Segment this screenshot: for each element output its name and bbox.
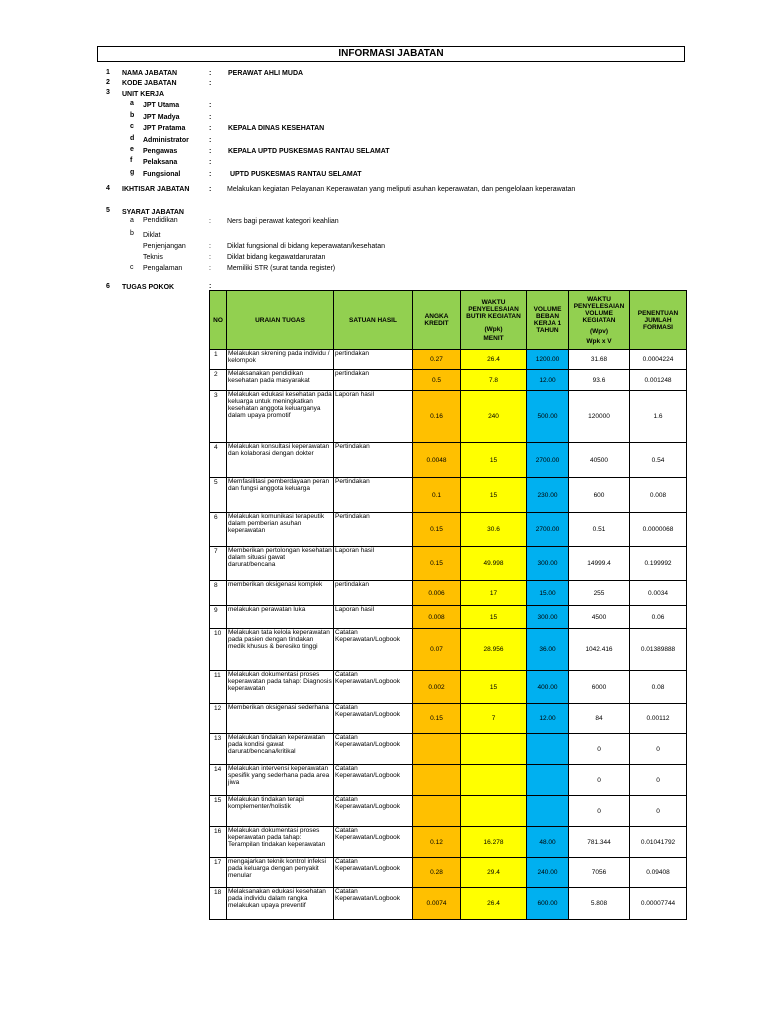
row-satuan: Pertindakan: [334, 513, 413, 547]
row-volume: 2700.00: [527, 513, 569, 547]
item-number-5: 5: [106, 207, 110, 214]
row-formasi: 0: [630, 765, 687, 796]
unit-letter: d: [130, 135, 135, 142]
row-waktu: 7.8: [461, 370, 527, 391]
row-uraian: Memberikan pertolongan kesehatan dalam situasi gawat darurat/bencana: [227, 547, 334, 581]
row-angka-kredit: 0.15: [413, 513, 461, 547]
row-no: 12: [210, 704, 227, 734]
header-volume: VOLUME BEBAN KERJA 1 TAHUN: [527, 291, 569, 350]
row-wpv: 120000: [569, 391, 630, 443]
row-uraian: Melakukan dokumentasi proses keperawatan pada tahap: Diagnosis keperawatan: [227, 671, 334, 704]
item-number-2: 2: [106, 79, 110, 86]
colon: :: [209, 218, 211, 225]
table-body: [210, 350, 687, 920]
row-wpv: 7056: [569, 858, 630, 888]
unit-label: Fungsional: [143, 171, 181, 178]
row-waktu: [461, 796, 527, 827]
syarat-label: Diklat: [143, 232, 161, 239]
row-satuan: Catatan Keperawatan/Logbook: [334, 858, 413, 888]
row-waktu: 15: [461, 606, 527, 629]
row-formasi: 0.09408: [630, 858, 687, 888]
unit-value: KEPALA UPTD PUSKESMAS RANTAU SELAMAT: [228, 148, 390, 155]
row-angka-kredit: 0.12: [413, 827, 461, 858]
syarat-letter: b: [130, 230, 134, 237]
row-formasi: 0.01389888: [630, 629, 687, 671]
row-volume: 300.00: [527, 547, 569, 581]
unit-letter: b: [130, 112, 135, 119]
row-uraian: Melakukan intervensi keperawatan spesifik yang sederhana pada area jiwa: [227, 765, 334, 796]
row-uraian: Melakukan konsultasi keperawatan dan kolaborasi dengan dokter: [227, 443, 334, 478]
row-volume: 12.00: [527, 704, 569, 734]
table-row: [210, 827, 687, 858]
item-number-6: 6: [106, 283, 110, 290]
row-volume: [527, 734, 569, 765]
item-number-3: 3: [106, 89, 110, 96]
syarat-label: Penjenjangan: [143, 243, 186, 250]
unit-letter: g: [130, 169, 135, 176]
table-row: [210, 671, 687, 704]
row-formasi: 0.199992: [630, 547, 687, 581]
table-row: [210, 606, 687, 629]
row-uraian: Melaksanakan edukasi kesehatan pada individu dalam rangka melakukan upaya preventif: [227, 888, 334, 920]
kode-jabatan-label: KODE JABATAN: [122, 80, 177, 87]
row-volume: 36.00: [527, 629, 569, 671]
header-wpk: (Wpk): [484, 325, 503, 333]
row-no: 15: [210, 796, 227, 827]
header-penentuan-formasi: PENENTUAN JUMLAH FORMASI: [630, 291, 687, 350]
row-formasi: 0.00007744: [630, 888, 687, 920]
row-wpv: 4500: [569, 606, 630, 629]
header-menit: MENIT: [483, 334, 504, 342]
row-angka-kredit: 0.5: [413, 370, 461, 391]
colon: :: [209, 114, 212, 121]
unit-letter: a: [130, 100, 134, 107]
header-angka-kredit: ANGKA KREDIT: [413, 291, 461, 350]
row-satuan: Pertindakan: [334, 478, 413, 513]
row-no: 5: [210, 478, 227, 513]
row-formasi: 0.001248: [630, 370, 687, 391]
row-wpv: 5.808: [569, 888, 630, 920]
row-volume: 12.00: [527, 370, 569, 391]
row-waktu: 15: [461, 671, 527, 704]
row-volume: 2700.00: [527, 443, 569, 478]
row-waktu: 49.998: [461, 547, 527, 581]
row-no: 18: [210, 888, 227, 920]
header-wpv-text: WAKTU PENYELESAIAN VOLUME KEGIATAN: [573, 295, 625, 324]
syarat-letter: c: [130, 264, 134, 271]
row-no: 16: [210, 827, 227, 858]
table-header-row: [210, 291, 687, 350]
colon: :: [209, 137, 212, 144]
row-formasi: 0.08: [630, 671, 687, 704]
unit-label: JPT Utama: [143, 102, 180, 109]
row-waktu: 28.956: [461, 629, 527, 671]
unit-letter: c: [130, 123, 134, 130]
syarat-letter: a: [130, 217, 134, 224]
document-title: INFORMASI JABATAN: [97, 46, 685, 62]
row-no: 6: [210, 513, 227, 547]
unit-value: KEPALA DINAS KESEHATAN: [228, 125, 325, 132]
row-wpv: 31.68: [569, 350, 630, 370]
row-waktu: 15: [461, 478, 527, 513]
row-satuan: Laporan hasil: [334, 606, 413, 629]
colon: :: [209, 125, 212, 132]
row-satuan: Catatan Keperawatan/Logbook: [334, 734, 413, 765]
row-angka-kredit: 0.28: [413, 858, 461, 888]
row-uraian: Melakukan komunikasi terapeutik dalam pemberian asuhan keperawatan: [227, 513, 334, 547]
row-wpv: 0: [569, 734, 630, 765]
row-wpv: 0: [569, 765, 630, 796]
row-satuan: Catatan Keperawatan/Logbook: [334, 671, 413, 704]
row-no: 7: [210, 547, 227, 581]
unit-label: Pelaksana: [143, 159, 178, 166]
table-row: [210, 547, 687, 581]
row-wpv: 40500: [569, 443, 630, 478]
row-waktu: [461, 734, 527, 765]
colon: :: [209, 148, 212, 155]
header-waktu-penyelesaian: [461, 291, 527, 350]
row-angka-kredit: [413, 765, 461, 796]
header-waktu-volume: [569, 291, 630, 350]
row-satuan: Catatan Keperawatan/Logbook: [334, 629, 413, 671]
unit-kerja-label: UNIT KERJA: [122, 91, 165, 98]
syarat-value: Memiliki STR (surat tanda register): [227, 265, 336, 272]
row-waktu: 16.278: [461, 827, 527, 858]
row-wpv: 14999.4: [569, 547, 630, 581]
row-wpv: 781.344: [569, 827, 630, 858]
syarat-jabatan-label: SYARAT JABATAN: [122, 209, 184, 216]
row-no: 4: [210, 443, 227, 478]
row-waktu: 17: [461, 581, 527, 606]
table-row: [210, 478, 687, 513]
row-no: 9: [210, 606, 227, 629]
ikhtisar-jabatan-value: Melakukan kegiatan Pelayanan Keperawatan yang meliputi asuhan keperawatan, dan pengelolaan keperawatan: [227, 186, 576, 193]
unit-letter: f: [130, 157, 133, 164]
row-formasi: 0.06: [630, 606, 687, 629]
unit-label: Administrator: [143, 137, 189, 144]
row-angka-kredit: 0.0048: [413, 443, 461, 478]
colon: :: [209, 243, 211, 250]
colon: :: [209, 171, 212, 178]
row-volume: 240.00: [527, 858, 569, 888]
row-waktu: 240: [461, 391, 527, 443]
table-row: [210, 443, 687, 478]
syarat-label: Teknis: [143, 254, 163, 261]
row-volume: 15.00: [527, 581, 569, 606]
row-no: 2: [210, 370, 227, 391]
row-no: 13: [210, 734, 227, 765]
row-uraian: Melakukan tindakan keperawatan pada kondisi gawat darurat/bencana/kritikal: [227, 734, 334, 765]
row-wpv: 600: [569, 478, 630, 513]
row-volume: [527, 796, 569, 827]
table-row: [210, 796, 687, 827]
row-volume: 300.00: [527, 606, 569, 629]
row-no: 11: [210, 671, 227, 704]
colon: :: [209, 265, 211, 272]
row-satuan: pertindakan: [334, 581, 413, 606]
syarat-label: Pendidikan: [143, 217, 178, 224]
row-uraian: Melakukan edukasi kesehatan pada keluarga untuk meningkatkan kesehatan anggota keluarganya dalam upaya promotif: [227, 391, 334, 443]
item-number-1: 1: [106, 69, 110, 76]
table-row: [210, 734, 687, 765]
header-satuan: SATUAN HASIL: [334, 291, 413, 350]
table-row: [210, 391, 687, 443]
row-satuan: pertindakan: [334, 370, 413, 391]
table-row: [210, 581, 687, 606]
row-wpv: 0.51: [569, 513, 630, 547]
colon: :: [209, 159, 212, 166]
row-formasi: 0.0004224: [630, 350, 687, 370]
row-waktu: 26.4: [461, 888, 527, 920]
item-number-4: 4: [106, 185, 110, 192]
tugas-pokok-label: TUGAS POKOK: [122, 284, 175, 291]
row-formasi: 1.6: [630, 391, 687, 443]
unit-label: JPT Pratama: [143, 125, 186, 132]
row-uraian: Melakukan tindakan terapi komplementer/holistik: [227, 796, 334, 827]
row-no: 8: [210, 581, 227, 606]
table-row: [210, 350, 687, 370]
header-no: NO: [210, 291, 227, 350]
header-wpv: (Wpv): [589, 327, 609, 335]
row-waktu: 7: [461, 704, 527, 734]
colon: :: [209, 102, 212, 109]
table-row: [210, 858, 687, 888]
row-angka-kredit: 0.0074: [413, 888, 461, 920]
colon: :: [209, 70, 212, 77]
table-row: [210, 629, 687, 671]
table-row: [210, 765, 687, 796]
row-uraian: melakukan perawatan luka: [227, 606, 334, 629]
row-satuan: Catatan Keperawatan/Logbook: [334, 704, 413, 734]
nama-jabatan-label: NAMA JABATAN: [122, 70, 178, 77]
row-uraian: mengajarkan teknik kontrol infeksi pada keluarga dengan penyakit menular: [227, 858, 334, 888]
syarat-value: Ners bagi perawat kategori keahlian: [227, 218, 339, 225]
ikhtisar-jabatan-label: IKHTISAR JABATAN: [122, 186, 190, 193]
row-formasi: 0.0034: [630, 581, 687, 606]
colon: :: [209, 254, 211, 261]
row-angka-kredit: 0.27: [413, 350, 461, 370]
row-waktu: [461, 765, 527, 796]
tugas-pokok-table: [209, 290, 686, 920]
unit-value: UPTD PUSKESMAS RANTAU SELAMAT: [228, 171, 362, 178]
unit-label: Pengawas: [143, 148, 178, 155]
unit-label: JPT Madya: [143, 114, 180, 121]
row-volume: [527, 765, 569, 796]
row-volume: 400.00: [527, 671, 569, 704]
row-satuan: Laporan hasil: [334, 391, 413, 443]
row-satuan: Catatan Keperawatan/Logbook: [334, 796, 413, 827]
colon: :: [209, 186, 212, 193]
row-angka-kredit: 0.1: [413, 478, 461, 513]
row-wpv: 255: [569, 581, 630, 606]
row-no: 3: [210, 391, 227, 443]
row-formasi: 0.00112: [630, 704, 687, 734]
table-row: [210, 513, 687, 547]
row-uraian: Melakukan skrening pada individu / kelompok: [227, 350, 334, 370]
row-angka-kredit: 0.15: [413, 547, 461, 581]
row-wpv: 93.6: [569, 370, 630, 391]
row-angka-kredit: 0.07: [413, 629, 461, 671]
row-no: 1: [210, 350, 227, 370]
row-wpv: 84: [569, 704, 630, 734]
row-uraian: Memfasilitasi pemberdayaan peran dan fungsi anggota keluarga: [227, 478, 334, 513]
header-uraian: URAIAN TUGAS: [227, 291, 334, 350]
row-angka-kredit: 0.008: [413, 606, 461, 629]
row-satuan: Catatan Keperawatan/Logbook: [334, 827, 413, 858]
row-wpv: 1042.416: [569, 629, 630, 671]
row-uraian: memberikan oksigenasi komplek: [227, 581, 334, 606]
table-row: [210, 704, 687, 734]
row-waktu: 26.4: [461, 350, 527, 370]
row-angka-kredit: 0.002: [413, 671, 461, 704]
row-volume: 230.00: [527, 478, 569, 513]
row-angka-kredit: 0.15: [413, 704, 461, 734]
row-angka-kredit: [413, 734, 461, 765]
row-formasi: 0: [630, 734, 687, 765]
row-uraian: Melakukan dokumentasi proses keperawatan pada tahap: Terampilan tindakan keperawatan: [227, 827, 334, 858]
header-wpk-x-v: Wpk x V: [586, 337, 612, 345]
table-row: [210, 370, 687, 391]
row-formasi: 0.0000068: [630, 513, 687, 547]
colon: :: [209, 80, 212, 87]
row-volume: 48.00: [527, 827, 569, 858]
table-row: [210, 888, 687, 920]
row-formasi: 0.008: [630, 478, 687, 513]
row-satuan: pertindakan: [334, 350, 413, 370]
nama-jabatan-value: PERAWAT AHLI MUDA: [228, 70, 304, 77]
row-angka-kredit: 0.006: [413, 581, 461, 606]
row-volume: 600.00: [527, 888, 569, 920]
colon: :: [209, 283, 212, 290]
row-no: 14: [210, 765, 227, 796]
row-waktu: 15: [461, 443, 527, 478]
row-formasi: 0: [630, 796, 687, 827]
row-no: 10: [210, 629, 227, 671]
row-satuan: Pertindakan: [334, 443, 413, 478]
row-waktu: 30.6: [461, 513, 527, 547]
row-angka-kredit: [413, 796, 461, 827]
row-formasi: 0.01041792: [630, 827, 687, 858]
header-waktu-text: WAKTU PENYELESAIAN BUTIR KEGIATAN: [466, 298, 521, 320]
row-satuan: Laporan hasil: [334, 547, 413, 581]
row-volume: 500.00: [527, 391, 569, 443]
row-uraian: Melaksanakan pendidikan kesehatan pada masyarakat: [227, 370, 334, 391]
row-uraian: Memberikan oksigenasi sederhana: [227, 704, 334, 734]
row-no: 17: [210, 858, 227, 888]
syarat-value: Diklat bidang kegawatdaruratan: [227, 254, 326, 261]
row-satuan: Catatan Keperawatan/Logbook: [334, 765, 413, 796]
row-formasi: 0.54: [630, 443, 687, 478]
syarat-label: Pengalaman: [143, 265, 183, 272]
row-wpv: 0: [569, 796, 630, 827]
row-uraian: Melakukan tata kelola keperawatan pada pasien dengan tindakan medik khusus & beresiko tinggi: [227, 629, 334, 671]
row-wpv: 6000: [569, 671, 630, 704]
row-volume: 1200.00: [527, 350, 569, 370]
syarat-value: Diklat fungsional di bidang keperawatan/kesehatan: [227, 243, 385, 250]
row-angka-kredit: 0.16: [413, 391, 461, 443]
unit-letter: e: [130, 146, 134, 153]
row-satuan: Catatan Keperawatan/Logbook: [334, 888, 413, 920]
row-waktu: 29.4: [461, 858, 527, 888]
